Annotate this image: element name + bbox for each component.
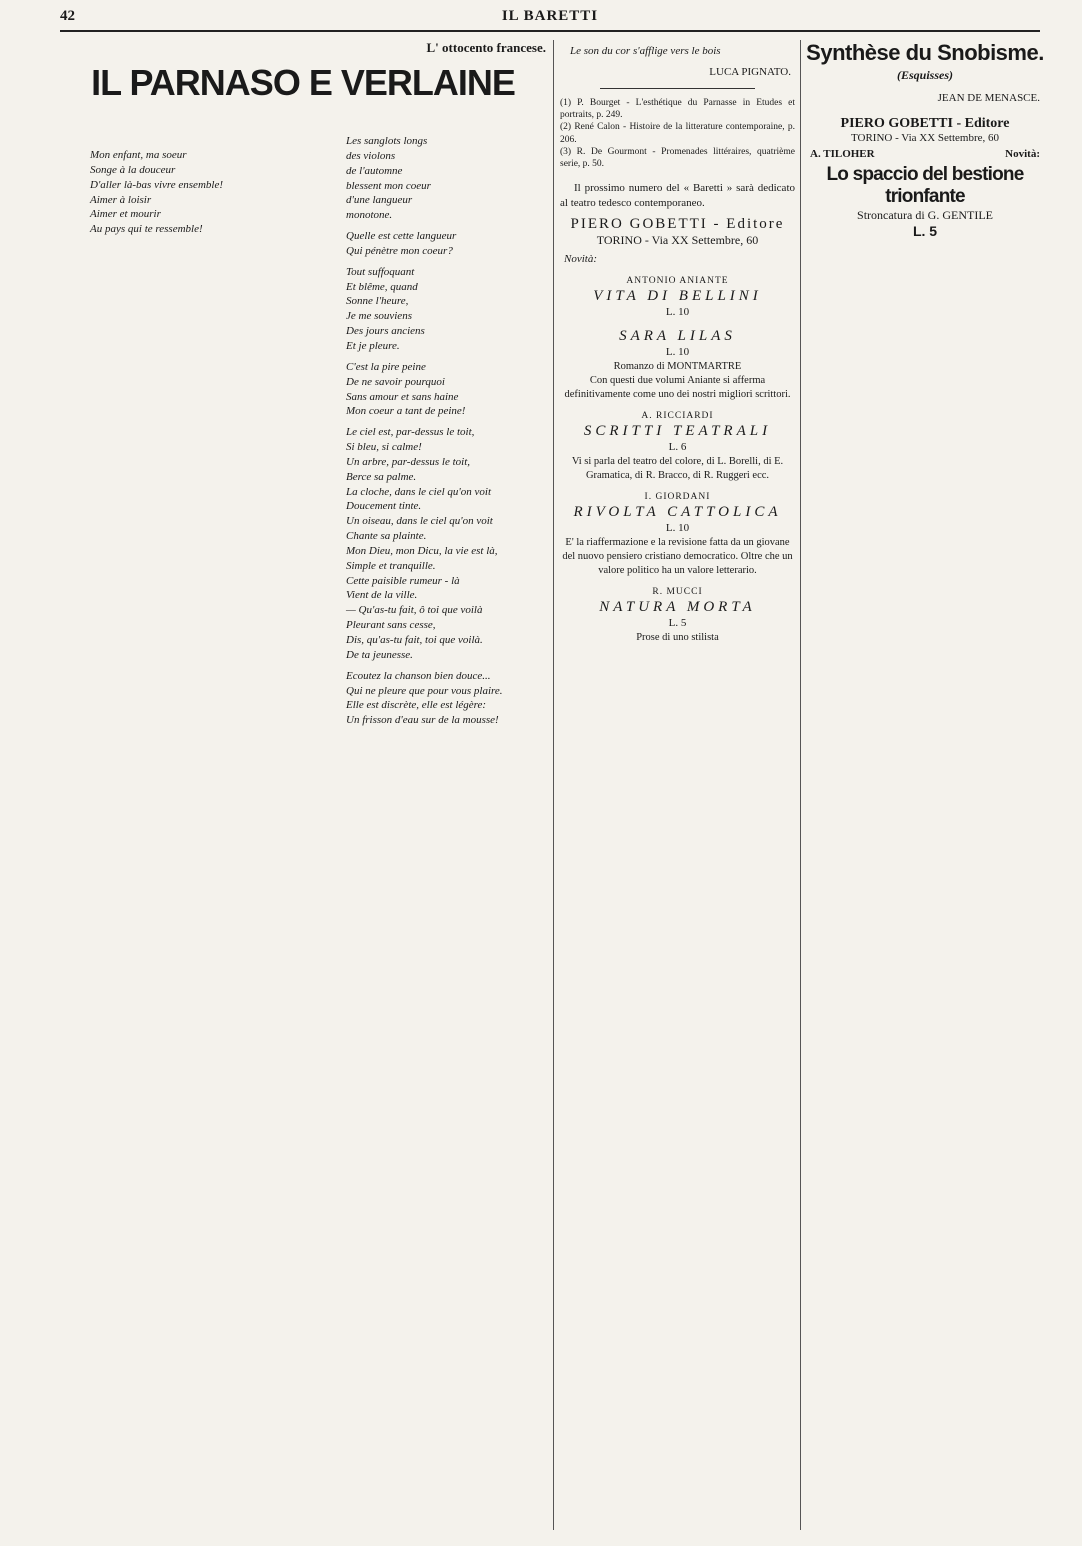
poem-line: C'est la pire peine — [346, 360, 426, 373]
poem-pire-peine — [346, 360, 546, 419]
page-number: 42 — [60, 8, 75, 24]
poem-line: Si bleu, si calme! — [346, 441, 422, 454]
ad-author: A. TILOHER — [810, 147, 875, 160]
poem-line: Qui ne pleure que pour vous plaire. — [346, 684, 503, 697]
poem-line: Aimer et mourir — [90, 208, 161, 221]
book-title: VITA DI BELLINI — [593, 288, 762, 305]
divider — [600, 88, 755, 89]
poem-line: Un oiseau, dans le ciel qu'on voit — [346, 515, 493, 528]
ad-novita: Novità: — [1005, 147, 1040, 160]
book-author: ANTONIO ANIANTE — [626, 276, 729, 287]
poem-line: Pleurant sans cesse, — [346, 619, 436, 632]
poem-ciel — [346, 425, 546, 663]
book-description: E' la riaffermazione e la revisione fatta da un giovane del nuovo pensiero cristiano democratico. Oltre che un valore politico ha un valore letterario. — [562, 536, 793, 577]
poem-invitation — [90, 148, 223, 237]
book-author: A. RICCIARDI — [641, 411, 714, 422]
poem-line: Mon coeur a tant de peine! — [346, 405, 466, 418]
poem-line: Aimer à loisir — [90, 193, 152, 206]
poem-line: Berce sa palme. — [346, 470, 417, 483]
poem-suffoquant — [346, 265, 546, 354]
book-title: SARA LILAS — [619, 327, 736, 344]
footnote: (1) P. Bourget - L'esthétique du Parnasse in Etudes et portraits, p. 249. — [560, 97, 795, 121]
page-header — [60, 8, 1040, 32]
book-description: Romanzo di MONTMARTRE — [613, 360, 742, 372]
poem-line: Un arbre, par-dessus le toit, — [346, 455, 471, 468]
poem-ecoutez — [346, 669, 546, 728]
book-author: I. GIORDANI — [644, 492, 711, 503]
book-ad — [560, 275, 795, 320]
poem-line: Chante sa plainte. — [346, 530, 427, 543]
article-signature: LUCA PIGNATO. — [709, 65, 791, 78]
poem-line: Elle est discrète, elle est légère: — [346, 699, 487, 712]
book-ad — [560, 586, 795, 645]
ad-book-title: Lo spaccio del bestione trionfante — [826, 163, 1024, 207]
poem-line: Quelle est cette langueur — [346, 230, 457, 243]
poem-son-du-cor — [570, 44, 795, 59]
poem-line: des violons — [346, 149, 396, 162]
book-description: Prose di uno stilista — [636, 632, 719, 644]
next-issue-note: Il prossimo numero del « Baretti » sarà dedicato al teatro tedesco contemporaneo. — [560, 181, 795, 209]
poem-line: Et je pleure. — [346, 339, 400, 352]
poem-line: La cloche, dans le ciel qu'on voit — [346, 485, 492, 498]
poem-line: de l'automne — [346, 164, 403, 177]
poem-line: Tout suffoquant — [346, 265, 415, 278]
poem-line: Et blême, quand — [346, 280, 418, 293]
book-price: L. 10 — [665, 306, 690, 319]
column-4 — [806, 40, 1044, 1530]
book-description: Vi si parla del teatro del colore, di L. Borelli, di E. Gramatica, di R. Bracco, di R. Ruggeri ecc. — [571, 455, 784, 482]
book-price: L. 5 — [668, 617, 687, 630]
book-title: RIVOLTA CATTOLICA — [573, 504, 782, 521]
poem-line: Je me souviens — [346, 310, 412, 323]
gobetti-ad — [806, 116, 1044, 239]
poem-line: Simple et tranquille. — [346, 559, 436, 572]
publisher-address: TORINO - Via XX Settembre, 60 — [596, 233, 759, 248]
poem-line: blessent mon coeur — [346, 179, 431, 192]
poem-chanson-automne — [346, 134, 546, 223]
poem-line: D'aller là-bas vivre ensemble! — [90, 178, 223, 191]
poem-line: Les sanglots longs — [346, 135, 428, 147]
novita-label: Novità: — [564, 253, 597, 266]
poem-line: Cette paisible rumeur - là — [346, 574, 460, 587]
column-1-body — [60, 148, 223, 243]
poem-line: Un frisson d'eau sur de la mousse! — [346, 714, 499, 727]
poem-line: Ecoutez la chanson bien douce... — [346, 669, 491, 682]
poem-line: Vient de la ville. — [346, 589, 418, 602]
book-title: SCRITTI TEATRALI — [583, 423, 772, 440]
book-ad — [560, 328, 795, 402]
column-divider — [553, 40, 554, 1530]
poem-line: Sonne l'heure, — [346, 295, 409, 308]
poem-line: — Qu'as-tu fait, ô toi que voilà — [346, 604, 483, 617]
book-note: Con questi due volumi Aniante si afferma definitivamente come uno dei nostri migliori scrittori. — [564, 374, 791, 401]
poem-line: monotone. — [346, 209, 393, 222]
synthese-subtitle: (Esquisses) — [896, 68, 953, 82]
synthese-signature: JEAN DE MENASCE. — [937, 92, 1040, 104]
book-price: L. 10 — [665, 522, 690, 535]
book-ad — [560, 410, 795, 483]
book-title: NATURA MORTA — [599, 599, 756, 616]
poem-line: Le ciel est, par-dessus le toit, — [346, 426, 475, 439]
footnote: (3) R. De Gourmont - Promenades littéraires, quatrième serie, p. 50. — [560, 147, 795, 170]
column-3 — [560, 40, 795, 1530]
poem-line: Le son du cor s'afflige vers le bois — [570, 45, 721, 57]
poem-line: Mon Dieu, mon Dicu, la vie est là, — [346, 544, 498, 557]
article-title: IL PARNASO E VERLAINE — [91, 62, 515, 103]
poem-line: Sans amour et sans haine — [346, 390, 459, 403]
poem-line: De ne savoir pourquoi — [346, 375, 445, 388]
poem-line: Mon enfant, ma soeur — [90, 149, 187, 161]
book-author: R. MUCCI — [652, 587, 703, 598]
ad-book-price: L. 5 — [912, 222, 938, 239]
book-price: L. 6 — [668, 441, 687, 454]
masthead: IL BARETTI — [501, 8, 599, 24]
synthese-title: Synthèse du Snobisme. — [806, 40, 1044, 65]
poem-line: De ta jeunesse. — [346, 648, 413, 661]
poem-line: Dis, qu'as-tu fait, toi que voilà. — [346, 634, 483, 646]
poem-line: Qui pénètre mon coeur? — [346, 244, 453, 257]
ad-address: TORINO - Via XX Settembre, 60 — [850, 131, 1000, 144]
poem-line: Doucement tinte. — [346, 500, 422, 513]
poem-langueur — [346, 229, 546, 259]
ad-publisher: PIERO GOBETTI - Editore — [840, 115, 1010, 131]
ad-author-row — [810, 148, 1040, 160]
column-1 — [60, 40, 310, 1530]
footnote: (2) René Calon - Histoire de la litterature contemporaine, p. 206. — [560, 122, 795, 145]
poem-line: Songe à la douceur — [90, 163, 176, 176]
column-divider — [800, 40, 801, 1530]
poem-line: Au pays qui te ressemble! — [90, 223, 203, 236]
poem-line: Des jours anciens — [346, 325, 425, 338]
publisher-name: PIERO GOBETTI - Editore — [570, 216, 785, 233]
ad-book-subtitle: Stroncatura di G. GENTILE — [857, 207, 993, 222]
poem-line: d'une langueur — [346, 194, 413, 207]
book-ad — [560, 491, 795, 578]
article-kicker: L' ottocento francese. — [426, 40, 546, 55]
book-price: L. 10 — [665, 345, 690, 358]
column-2 — [316, 130, 546, 1530]
